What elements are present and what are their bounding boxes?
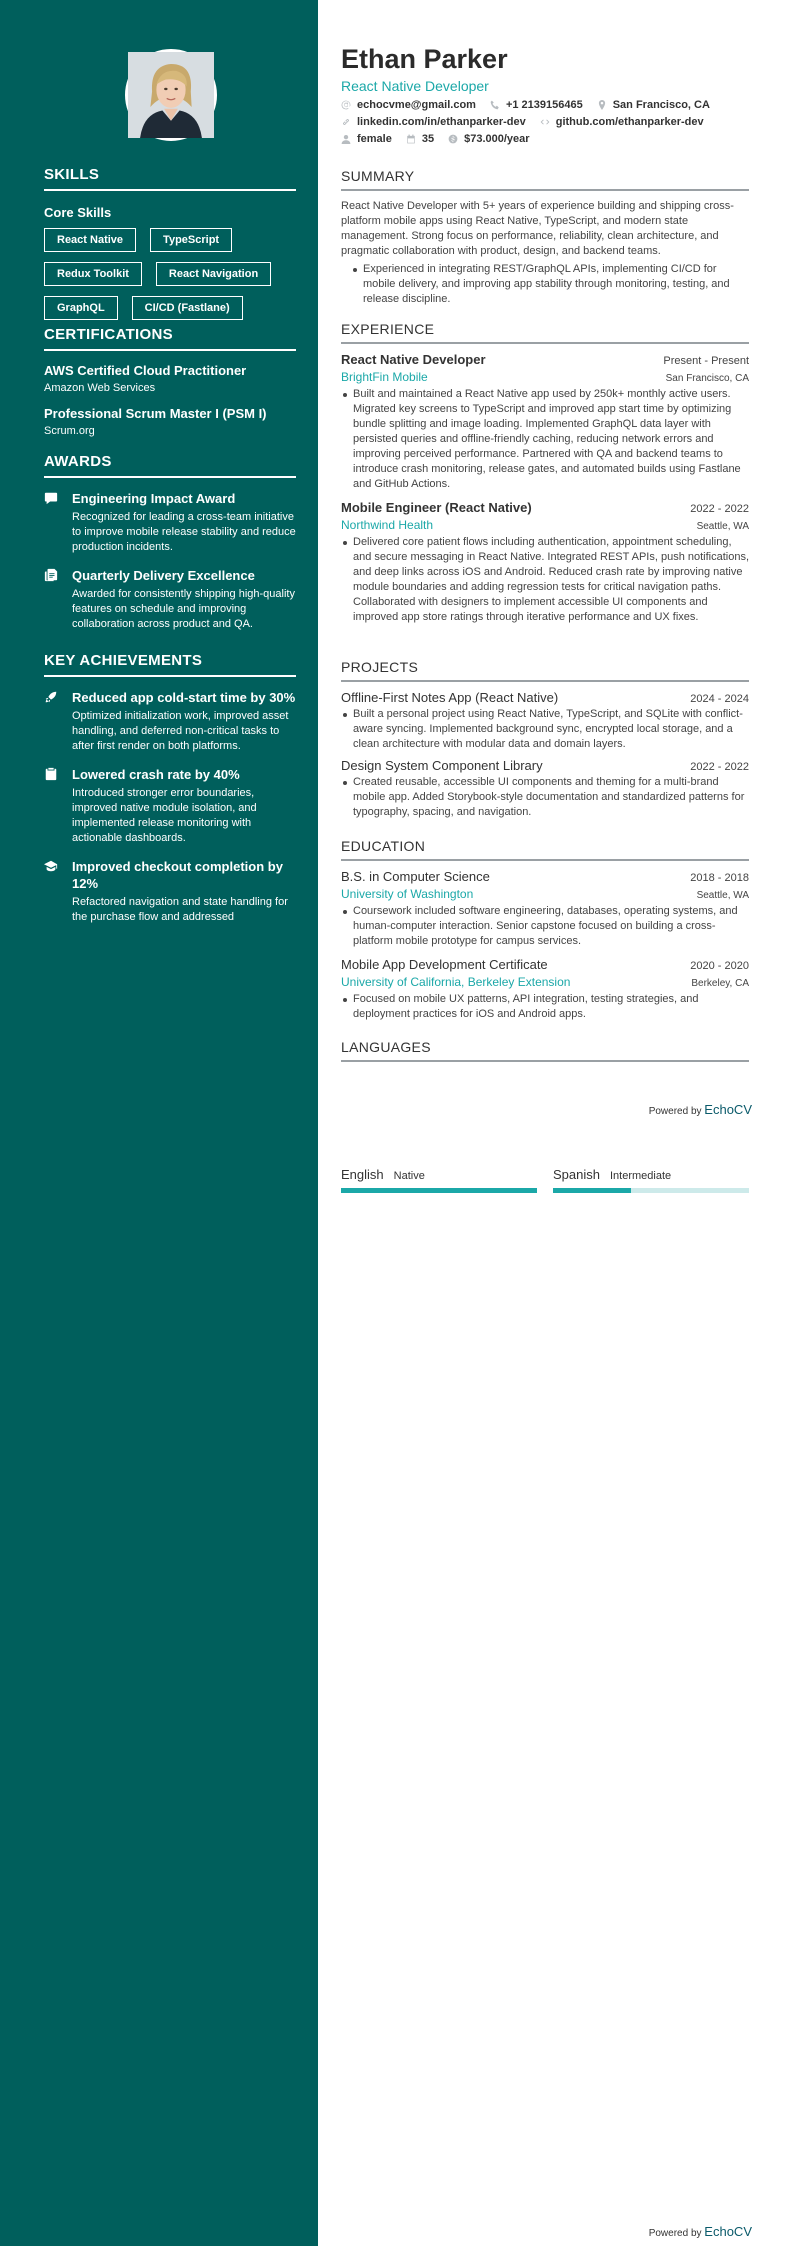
degree-bullets [341,992,749,1022]
award-item [44,567,296,632]
avatar [125,49,217,141]
age-text: 35 [421,133,435,145]
school-location: Seattle, WA [696,890,749,901]
language-proficiency-fill [553,1188,631,1193]
powered-by-page2 [649,2224,752,2239]
job-dates: 2022 - 2022 [690,503,749,515]
language-proficiency-fill [341,1188,537,1193]
calendar-icon [406,134,416,144]
project-bullet: Built a personal project using React Native, TypeScript, and SQLite with conflict-aware syncing. Implemented background sync, encrypted local storage, and a clean architecture with modular data and domain layers. [341,707,749,752]
cert-org: Amazon Web Services [44,382,156,394]
experience-section [341,321,749,625]
job-company: Northwind Health [341,518,434,532]
skill-tag: Redux Toolkit [44,262,142,286]
candidate-role: React Native Developer [341,78,489,94]
job-location: San Francisco, CA [665,373,749,384]
job-location: Seattle, WA [696,521,749,532]
skill-tag: GraphQL [44,296,118,320]
graduation-cap-icon [44,858,60,916]
job-bullet: Delivered core patient flows including authentication, appointment scheduling, and secure messaging in React Native. Integrated REST APIs, push notifications, and deep links across iOS and Android. Reduced crash rate by improving native module boundaries and adding regression tests for critical navigation paths. Collaborated with designers to implement accessible UI components and improved app store ratings through iterative performance and UX fixes. [341,535,749,625]
project-bullets [341,707,749,752]
certifications-heading: CERTIFICATIONS [44,326,296,351]
project-bullets [341,775,749,820]
job-bullet: Built and maintained a React Native app used by 250k+ monthly active users. Migrated key screens to TypeScript and improved app start time by optimizing bundle splitting and image loading. Implemented GraphQL data layer with persisted queries and offline-friendly caching, reducing network errors and improving perceived performance. Partnered with QA and backend teams to introduce crash monitoring, release gates, and automated builds using Fastlane and GitHub Actions. [341,387,749,492]
echocv-brand[interactable]: EchoCV [704,2224,752,2239]
project-bullet: Created reusable, accessible UI components and theming for a multi-brand mobile app. Added Storybook-style documentation and standardized patterns for typography, spacing, and navigation. [341,775,749,820]
location-item [597,99,710,111]
skill-tags [44,228,296,320]
skills-section [44,166,296,320]
school-name: University of Washington [341,887,474,901]
echocv-brand[interactable]: EchoCV [704,1102,752,1117]
job-bullets [341,535,749,625]
experience-heading: EXPERIENCE [341,321,749,344]
email-item[interactable] [341,99,476,111]
project-dates: 2024 - 2024 [690,693,749,705]
awards-heading: AWARDS [44,453,296,478]
award-desc: Recognized for leading a cross-team initiative to improve mobile release stability and reduce production incidents. [72,511,296,553]
powered-by-label: Powered by [648,1106,702,1117]
language-level: Intermediate [609,1170,672,1182]
education-entry [341,869,749,949]
contact-row-3 [341,133,761,145]
award-title: Engineering Impact Award [72,491,236,506]
salary-icon [448,134,458,144]
education-entry [341,957,749,1022]
project-dates: 2022 - 2022 [690,761,749,773]
location-text: San Francisco, CA [612,99,710,111]
skill-tag: TypeScript [150,228,232,252]
gender-item [341,133,392,145]
linkedin-text: linkedin.com/in/ethanparker-dev [357,116,526,128]
achievement-desc: Introduced stronger error boundaries, improved native module isolation, and implemented release monitoring with actionable dashboards. [72,787,257,844]
award-item [44,490,296,555]
salary-text: $73.000/year [464,133,530,145]
salary-item [448,133,529,145]
language-proficiency-bar [553,1188,749,1193]
degree-dates: 2020 - 2020 [690,960,749,972]
achievement-desc: Refactored navigation and state handling for the purchase flow and addressed [72,896,288,923]
cert-name: Professional Scrum Master I (PSM I) [44,406,267,421]
summary-text: React Native Developer with 5+ years of experience building and shipping cross-platform mobile apps using React Native, TypeScript, and modern state management. Strong focus on performance, reliability, clean architecture, and pragmatic collaboration with product, design, and backend teams. [341,200,734,257]
documents-icon [44,567,60,632]
language-item-spanish [553,1166,749,1193]
github-text: github.com/ethanparker-dev [555,116,704,128]
award-desc: Awarded for consistently shipping high-quality features on schedule and improving collaboration across product and QA. [72,588,295,630]
project-entry [341,758,749,820]
chat-bubble-icon [44,490,60,555]
achievement-title: Reduced app cold-start time by 30% [72,690,296,705]
contact-row-2 [341,116,761,128]
job-dates: Present - Present [663,355,749,367]
job-bullets [341,387,749,492]
education-heading: EDUCATION [341,838,749,861]
language-level: Native [393,1170,425,1182]
map-pin-icon [597,100,607,110]
degree-bullet: Coursework included software engineering, databases, operating systems, and human-computer interaction. Senior capstone focused on building a cross-platform mobile prototype for campus services. [341,904,749,949]
summary-bullets [341,262,749,307]
cert-name: AWS Certified Cloud Practitioner [44,363,247,378]
rocket-icon [44,689,60,754]
language-name: English [341,1167,384,1182]
clipboard-icon [44,766,60,846]
skills-heading: SKILLS [44,166,296,191]
projects-section [341,659,749,820]
powered-by-label: Powered by [648,2228,702,2239]
achievements-heading: KEY ACHIEVEMENTS [44,652,296,677]
degree-bullets [341,904,749,949]
award-title: Quarterly Delivery Excellence [72,568,255,583]
projects-heading: PROJECTS [341,659,749,682]
awards-section [44,453,296,644]
achievement-item [44,858,296,923]
achievements-section [44,652,296,928]
experience-entry [341,500,749,625]
language-name: Spanish [553,1167,600,1182]
language-item-english [341,1166,537,1193]
project-title: Offline-First Notes App (React Native) [341,690,559,705]
user-icon [341,134,351,144]
contact-row-1 [341,99,761,111]
core-skills-subheading: Core Skills [44,205,112,220]
job-company: BrightFin Mobile [341,370,428,384]
degree-title: Mobile App Development Certificate [341,957,548,972]
code-icon [540,117,550,127]
achievement-title: Lowered crash rate by 40% [72,767,240,782]
degree-dates: 2018 - 2018 [690,872,749,884]
school-name: University of California, Berkeley Extension [341,975,571,989]
language-proficiency-bar [341,1188,537,1193]
school-location: Berkeley, CA [691,978,749,989]
degree-bullet: Focused on mobile UX patterns, API integration, testing strategies, and deployment practices for iOS and Android apps. [341,992,749,1022]
link-icon [341,117,351,127]
achievement-desc: Optimized initialization work, improved asset handling, and deferred non-critical tasks to after first render on both platforms. [72,710,289,752]
candidate-name: Ethan Parker [341,44,508,74]
at-icon [341,100,351,110]
summary-bullet: Experienced in integrating REST/GraphQL APIs, implementing CI/CD for mobile delivery, and improving app stability through monitoring, testing, and release discipline. [351,262,749,307]
degree-title: B.S. in Computer Science [341,869,490,884]
achievement-title: Improved checkout completion by 12% [72,859,283,891]
skill-tag: React Native [44,228,136,252]
cert-org: Scrum.org [44,425,95,437]
languages-section [341,1039,749,1070]
project-entry [341,690,749,752]
achievement-item [44,766,296,846]
github-item[interactable] [540,116,704,128]
skill-tag: CI/CD (Fastlane) [132,296,243,320]
summary-section [341,168,749,307]
education-section [341,838,749,1022]
certifications-section [44,326,296,449]
linkedin-item[interactable] [341,116,526,128]
job-title: React Native Developer [341,352,486,367]
phone-item[interactable] [490,99,583,111]
email-text: echocvme@gmail.com [357,99,476,111]
achievement-item [44,689,296,754]
powered-by-page1 [649,1102,752,1117]
phone-text: +1 2139156465 [505,99,583,111]
profile-photo [128,52,214,138]
age-item [406,133,434,145]
experience-entry [341,352,749,492]
summary-heading: SUMMARY [341,168,749,191]
gender-text: female [357,133,392,145]
phone-icon [490,100,500,110]
languages-heading: LANGUAGES [341,1039,749,1062]
job-title: Mobile Engineer (React Native) [341,500,532,515]
skill-tag: React Navigation [156,262,271,286]
project-title: Design System Component Library [341,758,543,773]
